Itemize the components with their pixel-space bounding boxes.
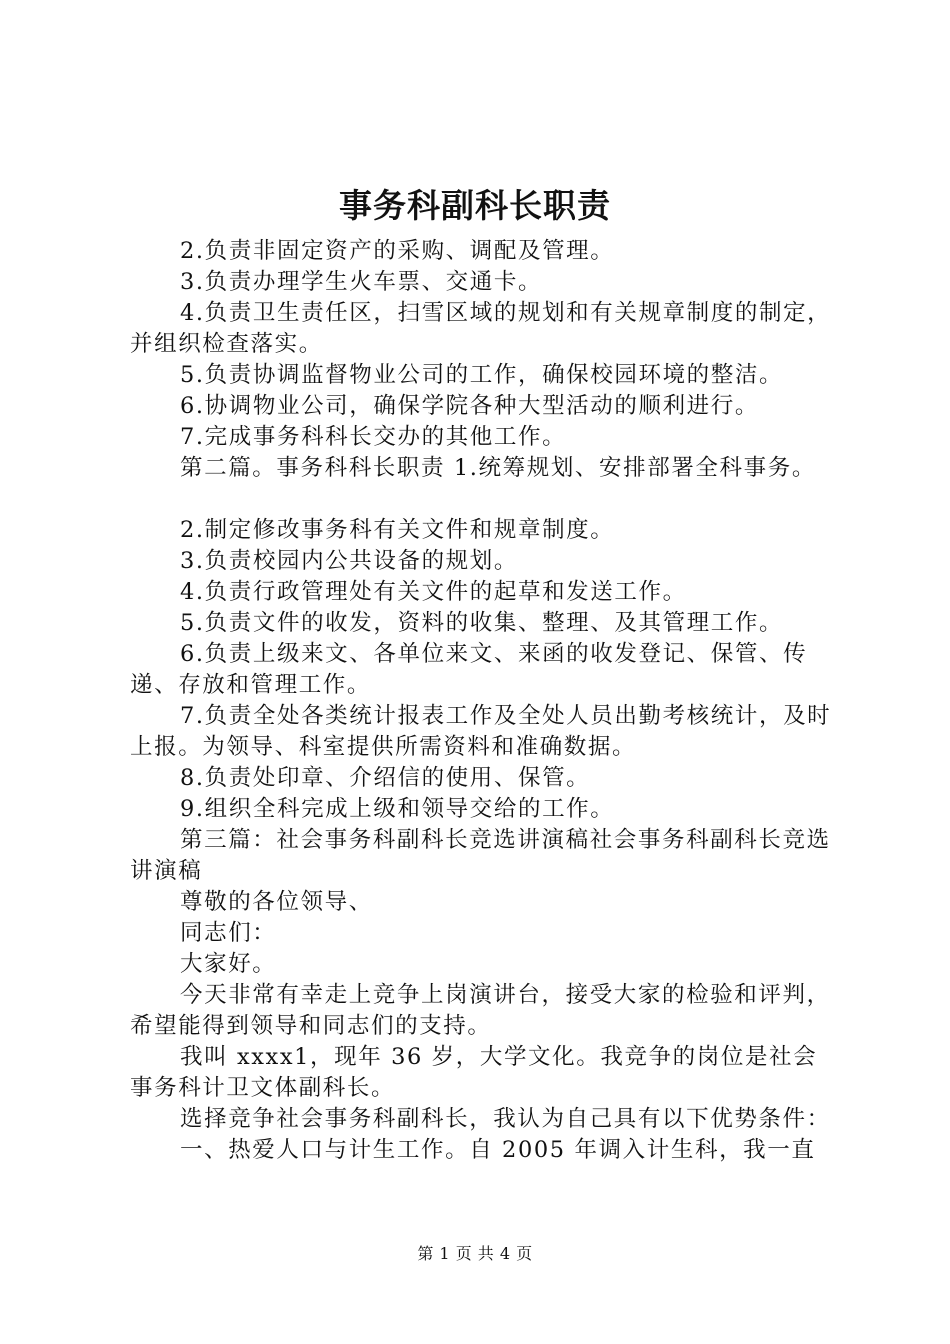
paragraph: 4.负责行政管理处有关文件的起草和发送工作。 — [180, 579, 687, 605]
paragraph: 9.组织全科完成上级和领导交给的工作。 — [180, 796, 615, 822]
page-number-footer: 第 1 页 共 4 页 — [417, 1244, 533, 1263]
paragraph: 我叫 xxxx1，现年 36 岁，大学文化。我竞争的岗位是社会事务科计卫文体副科长。 — [130, 1044, 818, 1101]
paragraph: 选择竞争社会事务科副科长，我认为自己具有以下优势条件： — [180, 1106, 831, 1132]
section-heading: 第三篇：社会事务科副科长竞选讲演稿社会事务科副科长竞选讲演稿 — [130, 827, 831, 884]
paragraph: 2.负责非固定资产的采购、调配及管理。 — [180, 238, 615, 264]
paragraph: 5.负责文件的收发，资料的收集、整理、及其管理工作。 — [180, 610, 784, 636]
paragraph: 今天非常有幸走上竞争上岗演讲台，接受大家的检验和评判，希望能得到领导和同志们的支持。 — [130, 982, 831, 1039]
paragraph: 同志们： — [180, 920, 277, 946]
document-body — [130, 236, 835, 1166]
paragraph: 4.负责卫生责任区，扫雪区域的规划和有关规章制度的制定，并组织检查落实。 — [130, 300, 832, 357]
paragraph: 8.负责处印章、介绍信的使用、保管。 — [180, 765, 591, 791]
paragraph: 6.负责上级来文、各单位来文、来函的收发登记、保管、传递、存放和管理工作。 — [130, 641, 808, 698]
paragraph: 3.负责校园内公共设备的规划。 — [180, 548, 518, 574]
section-heading: 第二篇。事务科科长职责 1.统筹规划、安排部署全科事务。 — [180, 455, 816, 481]
paragraph: 尊敬的各位领导、 — [180, 889, 373, 915]
paragraph: 7.负责全处各类统计报表工作及全处人员出勤考核统计，及时上报。为领导、科室提供所需资料和准确数据。 — [130, 703, 832, 760]
paragraph: 7.完成事务科科长交办的其他工作。 — [180, 424, 567, 450]
paragraph: 大家好。 — [180, 951, 277, 977]
paragraph: 6.协调物业公司，确保学院各种大型活动的顺利进行。 — [180, 393, 759, 419]
document-title: 事务科副科长职责 — [339, 186, 611, 225]
paragraph: 一、热爱人口与计生工作。自 2005 年调入计生科，我一直 — [180, 1137, 816, 1163]
paragraph: 3.负责办理学生火车票、交通卡。 — [180, 269, 543, 295]
paragraph: 5.负责协调监督物业公司的工作，确保校园环境的整洁。 — [180, 362, 784, 388]
paragraph: 2.制定修改事务科有关文件和规章制度。 — [180, 517, 615, 543]
